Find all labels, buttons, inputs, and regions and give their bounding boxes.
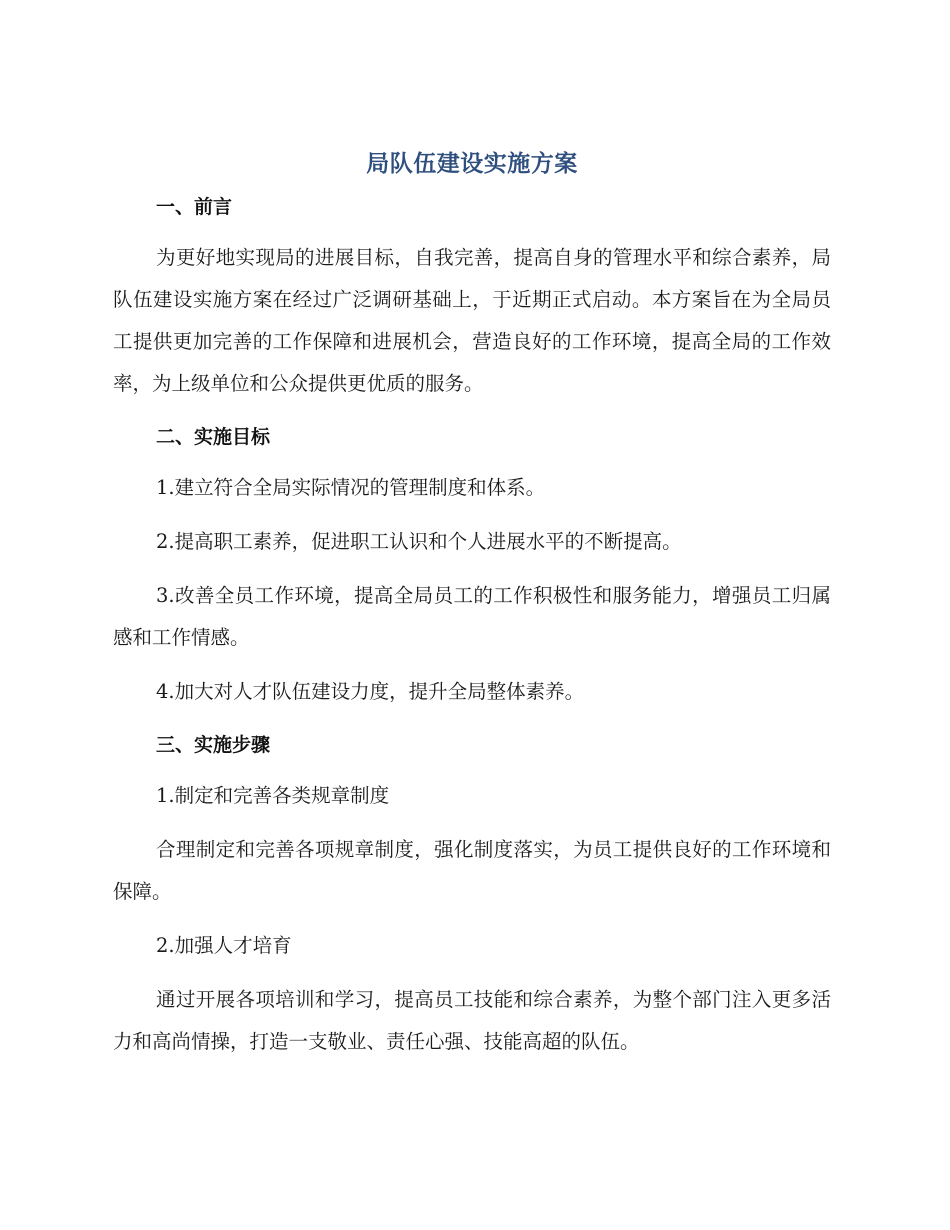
section-heading-steps: 三、实施步骤	[156, 734, 271, 756]
document-title: 局队伍建设实施方案	[366, 151, 578, 177]
section-heading-preface: 一、前言	[156, 196, 233, 218]
goal-item-3: 3.改善全员工作环境，提高全局员工的工作积极性和服务能力，增强员工归属感和工作情感。	[113, 584, 831, 649]
goal-item-4: 4.加大对人才队伍建设力度，提升全局整体素养。	[156, 680, 585, 703]
section-heading-goals: 二、实施目标	[156, 426, 271, 448]
document-body	[113, 143, 831, 1075]
step-2-title: 2.加强人才培育	[156, 934, 292, 957]
preface-paragraph: 为更好地实现局的进展目标，自我完善，提高自身的管理水平和综合素养，局队伍建设实施方案在经过广泛调研基础上，于近期正式启动。本方案旨在为全局员工提供更加完善的工作保障和进展机会，营造良好的工作环境，提高全局的工作效率，为上级单位和公众提供更优质的服务。	[113, 246, 831, 395]
step-1-title: 1.制定和完善各类规章制度	[156, 784, 390, 807]
goal-item-2: 2.提高职工素养，促进职工认识和个人进展水平的不断提高。	[156, 530, 682, 553]
step-1-text: 合理制定和完善各项规章制度，强化制度落实，为员工提供良好的工作环境和保障。	[113, 838, 831, 903]
step-2-text: 通过开展各项培训和学习，提高员工技能和综合素养，为整个部门注入更多活力和高尚情操，打造一支敬业、责任心强、技能高超的队伍。	[113, 988, 831, 1053]
goal-item-1: 1.建立符合全局实际情况的管理制度和体系。	[156, 476, 546, 499]
